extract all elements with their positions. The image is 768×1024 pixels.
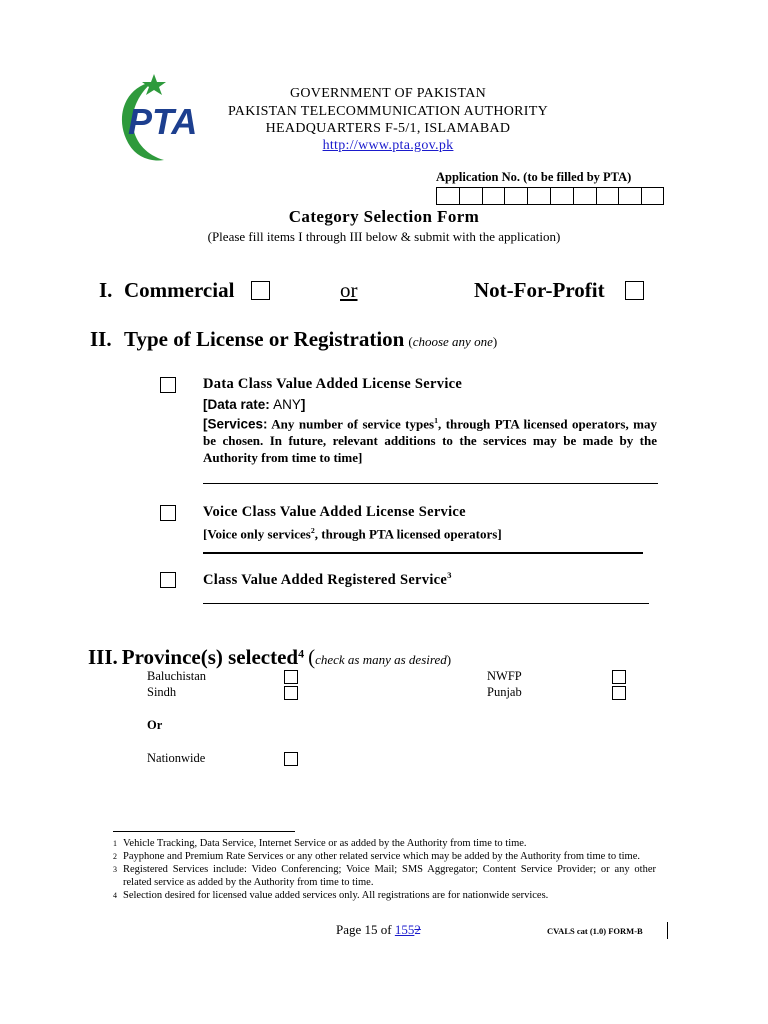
- application-no-cell[interactable]: [596, 188, 619, 205]
- hint-close: ): [492, 334, 498, 349]
- application-no-cell[interactable]: [550, 188, 573, 205]
- data-rate-close: ]: [300, 397, 306, 412]
- not-for-profit-checkbox[interactable]: [625, 281, 644, 300]
- footnote-ref-1[interactable]: 1: [434, 416, 438, 425]
- nationwide-checkbox[interactable]: [284, 752, 298, 766]
- application-no-cell[interactable]: [482, 188, 505, 205]
- footnote-2: [113, 850, 656, 863]
- footnote-ref-3[interactable]: 3: [447, 570, 452, 580]
- commercial-label: Commercial: [124, 278, 235, 302]
- province-nwfp-label: NWFP: [487, 669, 522, 683]
- footnote-number: 1: [113, 839, 117, 848]
- sindh-checkbox[interactable]: [284, 686, 298, 700]
- voice-class-detail: [203, 522, 502, 542]
- services-text-1: Any number of service types: [271, 416, 435, 432]
- application-no-label: Application No. (to be filled by PTA): [436, 170, 632, 184]
- header-url-wrap: [4, 138, 768, 154]
- revision-bar: [667, 922, 668, 939]
- footnote-number: 3: [113, 865, 117, 874]
- voice-class-checkbox[interactable]: [160, 505, 176, 521]
- footnotes: [113, 837, 656, 902]
- footnote-1: [113, 837, 656, 850]
- or-separator: Or: [147, 718, 163, 732]
- services-label: [Services:: [203, 416, 268, 432]
- page-prefix: Page 15 of: [336, 922, 395, 937]
- section-2-title: Type of License or Registration: [124, 327, 405, 351]
- section-2-numeral: II.: [90, 327, 112, 351]
- divider-3: [203, 603, 649, 604]
- header-line-3: HEADQUARTERS F-5/1, ISLAMABAD: [265, 121, 511, 136]
- application-no-cell[interactable]: [573, 188, 596, 205]
- footnote-text: Payphone and Premium Rate Services or any other related service which may be added by the Authority from time to time.: [123, 851, 640, 862]
- baluchistan-checkbox[interactable]: [284, 670, 298, 684]
- form-instruction: (Please fill items I through III below & submit with the application): [207, 229, 561, 244]
- form-title: Category Selection Form: [288, 207, 480, 226]
- class-registered-title: [203, 570, 452, 589]
- nwfp-checkbox[interactable]: [612, 670, 626, 684]
- section-3-numeral: III.: [88, 645, 118, 669]
- header-line-2: PAKISTAN TELECOMMUNICATION AUTHORITY: [227, 104, 549, 119]
- hint-close-3: ): [446, 652, 452, 667]
- footnote-number: 4: [113, 891, 117, 900]
- province-punjab-label: Punjab: [487, 685, 522, 699]
- footnote-number: 2: [113, 852, 117, 861]
- class-registered-label: Class Value Added Registered Service: [203, 571, 448, 588]
- header-line-1: GOVERNMENT OF PAKISTAN: [289, 86, 487, 101]
- footnote-ref-2[interactable]: 2: [310, 526, 315, 535]
- voice-detail-2: , through PTA licensed operators]: [314, 526, 502, 542]
- application-no-cell[interactable]: [641, 188, 664, 205]
- footnote-ref-4[interactable]: 4: [298, 646, 305, 661]
- data-class-checkbox[interactable]: [160, 377, 176, 393]
- voice-class-title: Voice Class Value Added License Service: [203, 504, 466, 520]
- application-no-cell[interactable]: [527, 188, 550, 205]
- data-rate-line: [203, 396, 305, 413]
- class-registered-checkbox[interactable]: [160, 572, 176, 588]
- page-total-new: 155: [394, 922, 415, 937]
- page-number: [336, 922, 421, 938]
- hint-open: (: [408, 334, 413, 349]
- province-sindh-label: Sindh: [147, 685, 177, 699]
- divider-1: [203, 483, 658, 484]
- data-rate-value: ANY: [273, 397, 301, 412]
- application-no-cell[interactable]: [459, 188, 482, 205]
- section-3-heading: [88, 645, 451, 670]
- commercial-checkbox[interactable]: [251, 281, 270, 300]
- section-1-numeral: I.: [99, 278, 113, 302]
- services-text-2: , through PTA licensed operators, may be chosen. In future, relevant additions to the services may be made by the Authority from time to time]: [203, 416, 657, 466]
- footnote-separator: [113, 831, 295, 832]
- footnote-text: Selection desired for licensed value added services only. All registrations are for nationwide services.: [123, 890, 549, 901]
- website-link[interactable]: http://www.pta.gov.pk: [322, 138, 454, 153]
- divider-2: [203, 552, 643, 554]
- application-no-cell[interactable]: [504, 188, 527, 205]
- voice-detail-1: [Voice only services: [203, 526, 311, 542]
- data-rate-label: [Data rate:: [203, 397, 270, 412]
- footnote-text: Vehicle Tracking, Data Service, Internet Service or as added by the Authority from time to time.: [123, 838, 527, 849]
- footnote-4: [113, 889, 656, 902]
- or-label: or: [340, 278, 358, 302]
- hint-open-3: (: [308, 645, 316, 669]
- data-class-title: Data Class Value Added License Service: [203, 376, 463, 392]
- application-no-cell[interactable]: [436, 188, 459, 205]
- logo-text: PTA: [128, 101, 198, 142]
- section-3-title: Province(s) selected: [121, 645, 299, 669]
- footnote-text: Registered Services include: Video Conferencing; Voice Mail; SMS Aggregator; Content Service Provider; or any other related service as added by the Authority from time to time.: [123, 864, 656, 888]
- province-baluchistan-label: Baluchistan: [147, 669, 207, 683]
- application-no-cell[interactable]: [618, 188, 641, 205]
- footnote-3: [113, 863, 656, 889]
- section-2-hint: choose any one: [412, 334, 493, 349]
- nationwide-label: Nationwide: [147, 751, 206, 765]
- data-class-services: [203, 412, 657, 466]
- not-for-profit-label: Not-For-Profit: [474, 278, 605, 302]
- page-total-old: 2: [414, 922, 421, 937]
- section-3-hint: check as many as desired: [315, 652, 447, 667]
- application-no-field[interactable]: [436, 187, 664, 205]
- section-2-heading: [124, 327, 497, 352]
- form-code: CVALS cat (1.0) FORM-B: [547, 926, 643, 936]
- punjab-checkbox[interactable]: [612, 686, 626, 700]
